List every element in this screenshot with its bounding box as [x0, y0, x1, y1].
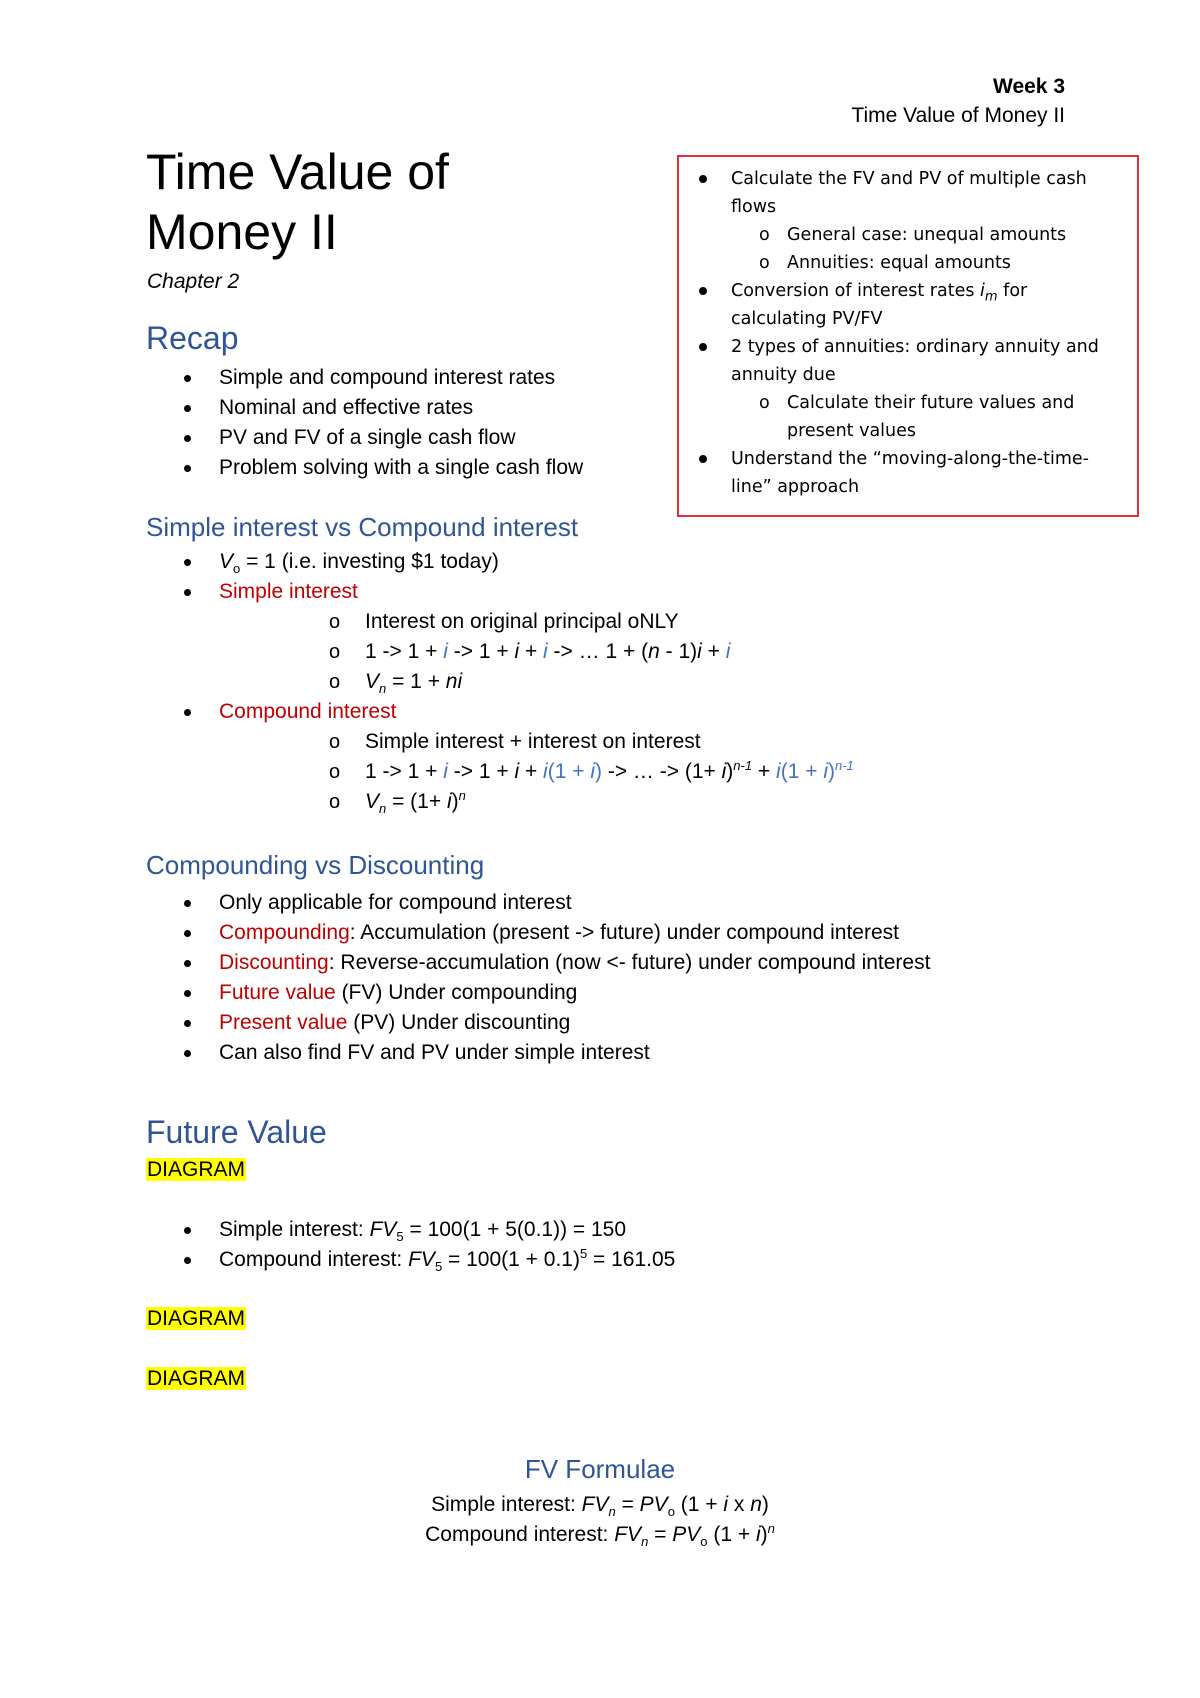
header-subtitle: Time Value of Money II — [851, 104, 1065, 127]
title-line-2: Money II — [146, 204, 338, 260]
title-line-1: Time Value of — [146, 144, 449, 200]
fv-simple-formula: Simple interest: $FV_n = PV_o$ (1 + i x n) — [431, 1493, 769, 1520]
header-week: Week 3 — [993, 75, 1065, 98]
compound-sub-item: o Simple interest + interest on interest — [219, 727, 1046, 757]
compounding-item: Only applicable for compound interest — [146, 888, 1096, 918]
recap-item: PV and FV of a single cash flow — [146, 423, 706, 453]
simple-vs-compound-heading: Simple interest vs Compound interest — [146, 512, 579, 542]
simple-interest-item: Simple interest o Interest on original principal oNLY o 1 -> 1 + i -> 1 + i + i -> … 1 + (n - 1)i + i o $V_n = 1$ + ni — [146, 577, 1046, 697]
simple-interest-sublist — [219, 607, 1046, 697]
chapter-label: Chapter 2 — [147, 270, 240, 293]
objective-item: 2 types of annuities: ordinary annuity and annuity due o Calculate their future values and present values — [679, 333, 1137, 445]
recap-list — [146, 363, 706, 483]
recap-heading: Recap — [146, 320, 239, 356]
simple-vs-compound-section — [146, 547, 1046, 817]
page-header — [851, 72, 1065, 130]
diagram-placeholder-1: DIAGRAM — [147, 1158, 246, 1181]
compound-interest-sublist — [219, 727, 1046, 817]
compound-interest-item: Compound interest o Simple interest + interest on interest o 1 -> 1 + i -> 1 + i + i(1 + i) -> … -> $(1+ i)^{n-1} + i(1 + i)^{n-1}$ o $V_n = (1+ i)^n$ — [146, 697, 1046, 817]
simple-sub-item: o Interest on original principal oNLY — [219, 607, 1046, 637]
objective-sublist — [731, 221, 1117, 277]
compounding-list — [146, 888, 1096, 1068]
compounding-vs-discounting-heading: Compounding vs Discounting — [146, 850, 485, 880]
objective-sublist — [731, 389, 1117, 445]
diagram-placeholder-3: DIAGRAM — [147, 1367, 246, 1390]
objective-subitem: o General case: unequal amounts — [729, 221, 1117, 249]
compounding-item: Can also find FV and PV under simple interest — [146, 1038, 1096, 1068]
recap-item: Problem solving with a single cash flow — [146, 453, 706, 483]
compound-sub-item: o 1 -> 1 + i -> 1 + i + i(1 + i) -> … -> $(1+ i)^{n-1} + i(1 + i)^{n-1}$ — [219, 757, 1046, 787]
compounding-item: Future value (FV) Under compounding — [146, 978, 1096, 1008]
page-title — [146, 142, 449, 262]
objective-item: Calculate the FV and PV of multiple cash flows o General case: unequal amounts o Annuities: equal amounts — [679, 165, 1137, 277]
objectives-list — [679, 157, 1137, 501]
fv-compound-example: Compound interest: $FV_5 = 100(1 + 0.1)^5 = 161.05$ — [146, 1245, 946, 1275]
objective-subitem: o Calculate their future values and present values — [729, 389, 1117, 445]
compounding-item: Discounting: Reverse-accumulation (now <- future) under compound interest — [146, 948, 1096, 978]
compound-sub-item: o $V_n = (1+ i)^n$ — [219, 787, 1046, 817]
fv-compound-formula: Compound interest: $FV_n = PV_o$ $(1 + i)^n$ — [425, 1521, 775, 1550]
fv-simple-example: Simple interest: $FV_5 = 100(1 + 5(0.1)) = 150$ — [146, 1215, 946, 1245]
fv-formulae-heading: FV Formulae — [524, 1454, 676, 1484]
simple-sub-item: o 1 -> 1 + i -> 1 + i + i -> … 1 + (n - 1)i + i — [219, 637, 1046, 667]
objective-item: Conversion of interest rates $i_m$ for calculating PV/FV — [679, 277, 1137, 333]
compounding-item: Compounding: Accumulation (present -> future) under compound interest — [146, 918, 1096, 948]
v0-item: $V_o = 1$ (i.e. investing $1 today) — [146, 547, 1046, 577]
objective-item: Understand the “moving-along-the-time-line” approach — [679, 445, 1137, 501]
recap-item: Simple and compound interest rates — [146, 363, 706, 393]
objective-subitem: o Annuities: equal amounts — [729, 249, 1117, 277]
recap-item: Nominal and effective rates — [146, 393, 706, 423]
future-value-heading: Future Value — [146, 1114, 327, 1150]
simple-sub-item: o $V_n = 1$ + ni — [219, 667, 1046, 697]
compounding-item: Present value (PV) Under discounting — [146, 1008, 1096, 1038]
interest-list — [146, 547, 1046, 817]
diagram-placeholder-2: DIAGRAM — [147, 1307, 246, 1330]
future-value-list — [146, 1215, 946, 1275]
learning-objectives-box — [677, 155, 1139, 517]
